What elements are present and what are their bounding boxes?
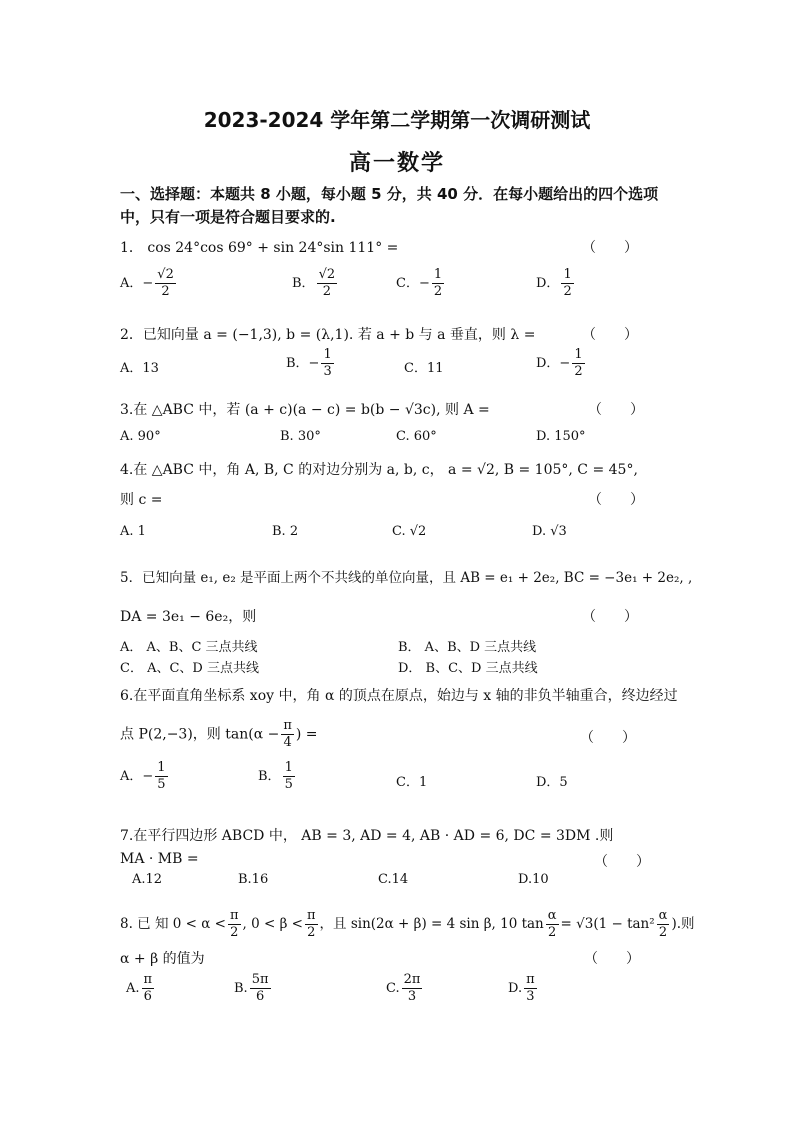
question-7-option-d: D.10 [518, 872, 549, 887]
question-4-answer-paren: （ ） [588, 492, 644, 508]
question-8-answer-paren: （ ） [584, 951, 640, 967]
exam-subject: 高一数学 [348, 151, 445, 176]
question-5-answer-paren: （ ） [582, 609, 638, 625]
question-3-stem: 3.在 △ABC 中，若 (a + c)(a − c) = b(b − √3c), 则 A = [120, 402, 490, 418]
question-6-option-d: D．5 [536, 775, 568, 790]
question-6-answer-paren: （ ） [580, 730, 636, 746]
question-7-option-a: A.12 [132, 872, 163, 887]
question-6-option-c: C．1 [396, 775, 428, 790]
question-1-stem: 1． cos 24°cos 69° + sin 24°sin 111° = [120, 240, 399, 256]
question-2-answer-paren: （ ） [582, 327, 638, 343]
question-3-option-d: D. 150° [536, 429, 586, 444]
question-8-option-d: D. $\frac{\pi}{3}$ [508, 972, 535, 1004]
question-7-stem-line2: MA · MB = [120, 851, 199, 867]
question-5-option-b: B． A、B、D 三点共线 [398, 640, 537, 655]
question-5-option-d: D． B、C、D 三点共线 [398, 661, 538, 676]
question-7-option-c: C.14 [378, 872, 409, 887]
question-4-option-a: A. 1 [120, 524, 146, 539]
question-4-option-c: C. √2 [392, 524, 427, 539]
exam-title: 2023-2024 学年第二学期第一次调研测试 [203, 108, 591, 132]
question-3-answer-paren: （ ） [588, 402, 644, 418]
question-1-option-d: D． $\frac{1}{2}$ [536, 267, 572, 299]
question-3-option-c: C. 60° [396, 429, 437, 444]
question-4-option-b: B. 2 [272, 524, 299, 539]
question-2-stem: 2．已知向量 a = (−1,3), b = (λ,1). 若 a + b 与 a 垂直，则 λ = [120, 327, 536, 343]
question-5-stem: 5．已知向量 e₁, e₂ 是平面上两个不共线的单位向量，且 AB = e₁ + 2e₂, BC = −3e₁ + 2e₂, , [120, 570, 693, 586]
question-1-option-a: A．− $\frac{√2}{2}$ [120, 267, 174, 299]
question-2-option-d: D．− $\frac{1}{2}$ [536, 347, 583, 379]
question-7-stem: 7.在平行四边形 ABCD 中， AB = 3, AD = 4, AB · AD = 6, DC = 3DM .则 [120, 828, 614, 844]
question-8-stem: 8. 已 知 0 < α < $\frac{\pi}{2}$ , 0 < β < $\frac{\pi}{2}$ ，且 sin(2α + β) = 4 sin β, 10 tan $\frac{\alpha}{2}$ = √3(1 − tan² $\frac{\alpha}{2}$ ).则 [120, 908, 695, 940]
question-6-option-b: B． $\frac{1}{5}$ [258, 760, 293, 792]
question-7-option-b: B.16 [238, 872, 269, 887]
question-1-answer-paren: （ ） [582, 240, 638, 256]
question-4-stem: 4.在 △ABC 中，角 A, B, C 的对边分别为 a, b, c， a = √2, B = 105°, C = 45°, [120, 462, 638, 478]
question-5-option-c: C． A、C、D 三点共线 [120, 661, 259, 676]
question-6-stem: 6.在平面直角坐标系 xoy 中，角 α 的顶点在原点，始边与 x 轴的非负半轴重合，终边经过 [120, 688, 678, 704]
question-7-answer-paren: （ ） [594, 854, 650, 870]
question-1-option-b: B． $\frac{√2}{2}$ [292, 267, 336, 299]
question-8-option-a: A. $\frac{\pi}{6}$ [126, 972, 153, 1004]
question-1-option-c: C．− $\frac{1}{2}$ [396, 267, 443, 299]
question-4-stem-line2: 则 c = [120, 492, 163, 508]
question-6-stem-line2: 点 P(2,−3)，则 tan(α − $\frac{\pi}{4}$ ) = [120, 718, 318, 750]
question-5-stem-line2: DA = 3e₁ − 6e₂，则 [120, 609, 257, 625]
question-6-option-a: A．− $\frac{1}{5}$ [120, 760, 166, 792]
question-8-option-b: B. $\frac{5\pi}{6}$ [234, 972, 269, 1004]
question-2-option-a: A．13 [120, 361, 159, 376]
question-8-option-c: C. $\frac{2\pi}{3}$ [386, 972, 421, 1004]
question-8-stem-line2: α + β 的值为 [120, 951, 205, 967]
question-5-option-a: A． A、B、C 三点共线 [120, 640, 258, 655]
question-3-option-b: B. 30° [280, 429, 321, 444]
question-2-option-c: C．11 [404, 361, 444, 376]
question-3-option-a: A. 90° [120, 429, 161, 444]
question-4-option-d: D. √3 [532, 524, 567, 539]
question-2-option-b: B．− $\frac{1}{3}$ [286, 347, 332, 379]
section-heading: 一、选择题：本题共 8 小题，每小题 5 分，共 40 分．在每小题给出的四个选项中，只有一项是符合题目要求的. [120, 185, 659, 226]
